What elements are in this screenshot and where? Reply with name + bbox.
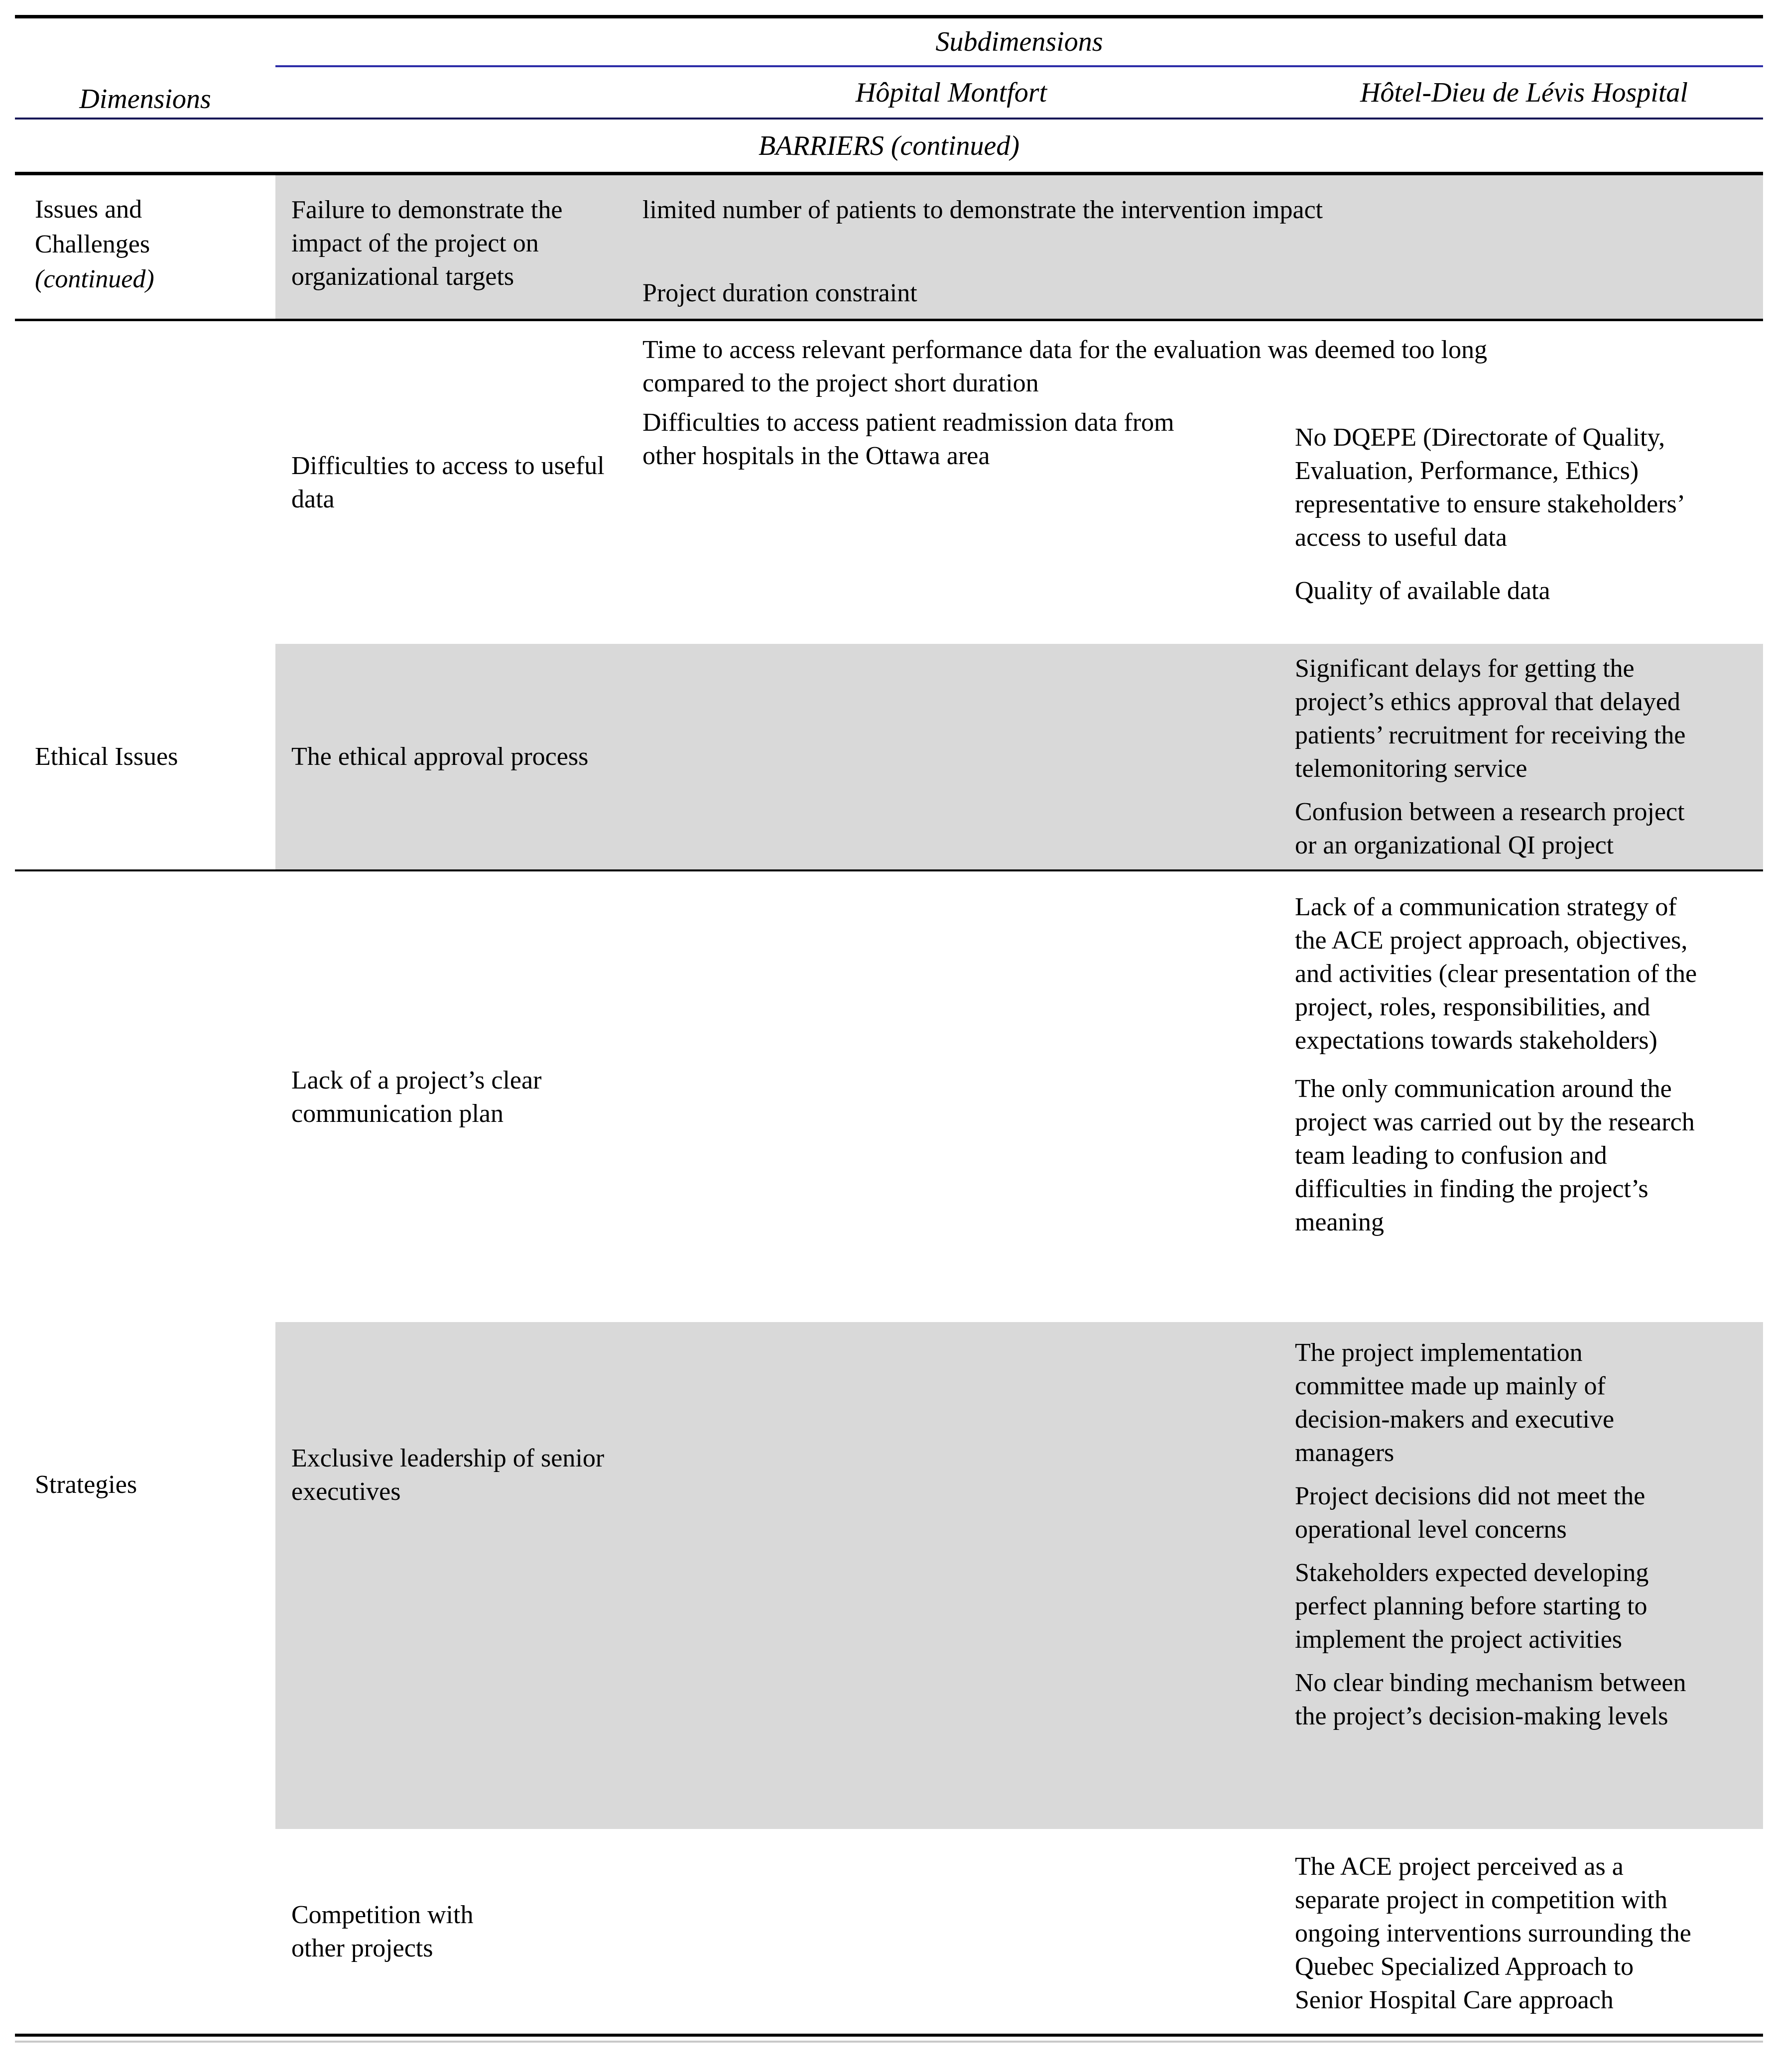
levis-cell bbox=[1285, 871, 1763, 1322]
row-communication-plan bbox=[15, 871, 1763, 1322]
dimension-cell bbox=[15, 644, 275, 869]
row-competition-other-projects bbox=[15, 1829, 1763, 2037]
table-cell-item: Project decisions did not meet the operational level concerns bbox=[1295, 1482, 1645, 1544]
row-ethical-approval bbox=[15, 644, 1763, 871]
montfort-cell bbox=[642, 406, 1285, 627]
dimensions-column-header: Dimensions bbox=[79, 84, 211, 115]
row-shaded-area bbox=[275, 1322, 1763, 1829]
subdimension-label: The ethical approval process bbox=[291, 742, 589, 771]
table-cell-item: Time to access relevant performance data for the evaluation was deemed too long compared to the project short duration bbox=[642, 336, 1488, 397]
dimension-cell bbox=[15, 175, 275, 319]
row-shaded-area bbox=[275, 175, 1763, 319]
subdimension-cell bbox=[275, 871, 618, 1322]
table-header-row-hospitals bbox=[15, 67, 1763, 120]
dimension-label: Ethical Issues bbox=[35, 742, 178, 771]
table-cell-item: limited number of patients to demonstrate the intervention impact bbox=[642, 196, 1323, 224]
row-area bbox=[275, 871, 1763, 1322]
table-cell-item: The only communication around the project was carried out by the research team leading to confusion and difficulties in finding the project’s meaning bbox=[1295, 1075, 1695, 1236]
table-cell-item: The project implementation committee made up mainly of decision-makers and executive managers bbox=[1295, 1339, 1615, 1467]
table-cell-item: Significant delays for getting the project’s ethics approval that delayed patients’ recruitment for receiving the telemonitoring service bbox=[1295, 654, 1686, 783]
subdimension-cell bbox=[275, 1322, 618, 1829]
montfort-cell-empty bbox=[618, 644, 1285, 869]
subdimension-label: Exclusive leadership of senior executives bbox=[291, 1444, 605, 1506]
subdimension-cell bbox=[275, 175, 618, 319]
row-difficulties-access-data bbox=[15, 321, 1763, 644]
table-cell-item: Project duration constraint bbox=[642, 279, 917, 307]
subdimension-label: Difficulties to access to useful data bbox=[291, 452, 605, 513]
levis-cell bbox=[1285, 1322, 1763, 1829]
table-cell-item: Stakeholders expected developing perfect planning before starting to implement the project activities bbox=[1295, 1559, 1649, 1654]
subdimension-label: Failure to demonstrate the impact of the project on organizational targets bbox=[291, 196, 563, 291]
subdimension-cell bbox=[275, 321, 618, 644]
subdimension-cell bbox=[275, 644, 618, 869]
montfort-cell-empty bbox=[618, 871, 1285, 1322]
row-issues-and-challenges bbox=[15, 175, 1763, 321]
dimension-label: Issues and Challenges bbox=[35, 195, 150, 258]
row-exclusive-leadership bbox=[15, 1322, 1763, 1829]
dimension-cell bbox=[15, 1322, 275, 1829]
subdimension-label: Lack of a project’s clear communication plan bbox=[291, 1066, 542, 1128]
row-area bbox=[275, 1829, 1763, 2034]
subdimension-label: Competition with other projects bbox=[291, 1900, 474, 1962]
table-cell-item: Confusion between a research project or an organizational QI project bbox=[1295, 798, 1685, 859]
table-cell-item: The ACE project perceived as a separate project in competition with ongoing interventions surrounding the Quebec Specialized Approach to Senior Hospital Care approach bbox=[1295, 1852, 1691, 2014]
montfort-cell-empty bbox=[618, 1322, 1285, 1829]
table-cell-item: No DQEPE (Directorate of Quality, Evaluation, Performance, Ethics) representative to ensure stakeholders’ access to useful data bbox=[1295, 423, 1684, 552]
subdimensions-column-header: Subdimensions bbox=[275, 18, 1763, 67]
dimension-cell bbox=[15, 321, 275, 644]
table-bottom-rule bbox=[15, 2041, 1763, 2043]
table-cell-item: Difficulties to access patient readmission data from other hospitals in the Ottawa area bbox=[642, 408, 1174, 470]
hospital-content-span-cell bbox=[618, 175, 1763, 319]
table-header-row-subdimensions bbox=[15, 18, 1763, 67]
hospital-columns-split bbox=[642, 406, 1743, 627]
section-banner: BARRIERS (continued) bbox=[15, 120, 1763, 175]
subdimension-cell bbox=[275, 1829, 618, 2034]
levis-cell bbox=[1285, 644, 1763, 869]
montfort-column-header: Hôpital Montfort bbox=[855, 77, 1047, 108]
dimension-cell bbox=[15, 871, 275, 1322]
hospital-content-span-cell bbox=[618, 321, 1763, 644]
row-shaded-area bbox=[275, 644, 1763, 869]
levis-cell bbox=[1285, 1829, 1763, 2034]
levis-column-header: Hôtel-Dieu de Lévis Hospital bbox=[1360, 77, 1688, 108]
table-cell-item: No clear binding mechanism between the project’s decision-making levels bbox=[1295, 1669, 1686, 1730]
paper-table bbox=[15, 15, 1763, 2037]
dimension-continued-note: (continued) bbox=[35, 265, 154, 293]
dimension-label-strategies: Strategies bbox=[35, 1470, 137, 1499]
table-cell-item: Quality of available data bbox=[1295, 577, 1550, 605]
levis-cell bbox=[1285, 421, 1743, 627]
dimension-cell bbox=[15, 1829, 275, 2034]
montfort-cell-empty bbox=[618, 1829, 1285, 2034]
table-cell-item: Lack of a communication strategy of the ACE project approach, objectives, and activities (clear presentation of the project, roles, responsibilities, and expectations towards stakeholders) bbox=[1295, 893, 1697, 1055]
row-area bbox=[275, 321, 1763, 644]
table-bottom-gap bbox=[0, 2037, 1771, 2041]
